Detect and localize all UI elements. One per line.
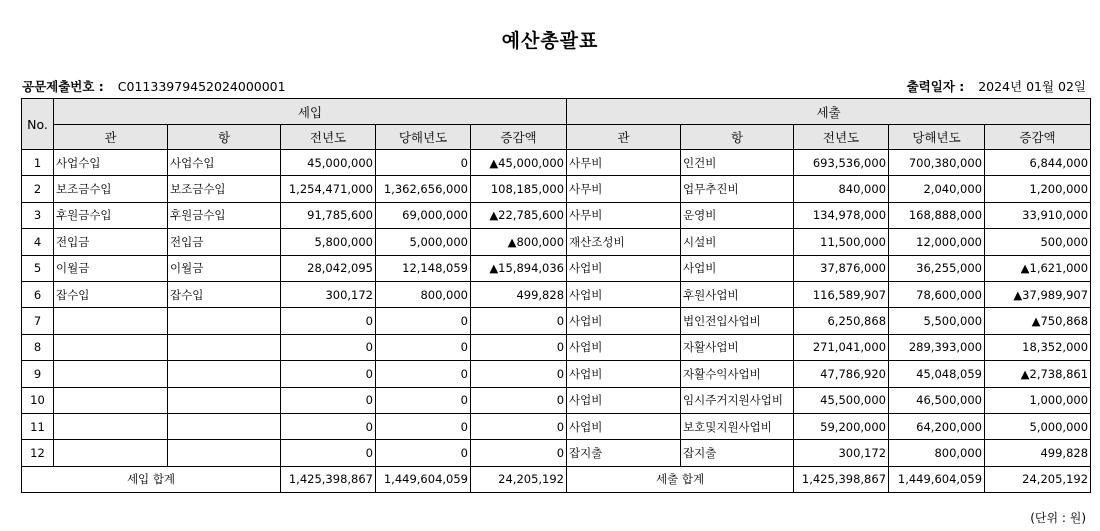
income-curr-year: 0 [376, 440, 471, 466]
page-title: 예산총괄표 [501, 30, 599, 52]
expense-change: 33,910,000 [985, 202, 1091, 228]
expense-hang: 자활수익사업비 [681, 361, 794, 387]
expense-gwan: 사업비 [567, 281, 681, 307]
income-hang [168, 413, 281, 439]
expense-change: ▲2,738,861 [985, 361, 1091, 387]
row-no: 4 [22, 229, 54, 255]
header-no: No. [22, 99, 54, 150]
expense-change: 1,200,000 [985, 176, 1091, 202]
income-gwan [54, 387, 168, 413]
income-change: ▲15,894,036 [471, 255, 567, 281]
expense-change: 1,000,000 [985, 387, 1091, 413]
income-hang: 잡수입 [168, 281, 281, 307]
income-gwan: 보조금수입 [54, 176, 168, 202]
income-curr-year: 69,000,000 [376, 202, 471, 228]
expense-curr-year: 12,000,000 [889, 229, 985, 255]
income-hang: 전입금 [168, 229, 281, 255]
table-row [22, 229, 1091, 255]
expense-curr-year: 700,380,000 [889, 150, 985, 176]
income-gwan: 전입금 [54, 229, 168, 255]
income-change: 108,185,000 [471, 176, 567, 202]
table-row [22, 440, 1091, 466]
expense-gwan: 잡지출 [567, 440, 681, 466]
income-hang [168, 334, 281, 360]
expense-curr-year: 78,600,000 [889, 281, 985, 307]
document-number-label: 공문제출번호 : [22, 79, 104, 94]
expense-change: 499,828 [985, 440, 1091, 466]
income-prev-year: 0 [281, 440, 376, 466]
income-hang [168, 387, 281, 413]
income-change: ▲800,000 [471, 229, 567, 255]
expense-curr-year: 800,000 [889, 440, 985, 466]
income-gwan: 후원금수입 [54, 202, 168, 228]
table-totals [22, 466, 1091, 492]
header-expense: 세출 [567, 99, 1091, 125]
income-curr-year: 0 [376, 413, 471, 439]
income-prev-year: 0 [281, 413, 376, 439]
expense-prev-year: 47,786,920 [794, 361, 889, 387]
income-curr-year: 0 [376, 150, 471, 176]
income-hang: 이월금 [168, 255, 281, 281]
income-curr-year: 0 [376, 334, 471, 360]
print-date-label: 출력일자 : [906, 79, 965, 94]
expense-total-change: 24,205,192 [985, 466, 1091, 492]
table-row [22, 387, 1091, 413]
table-row [22, 202, 1091, 228]
expense-gwan: 사업비 [567, 413, 681, 439]
income-change: 0 [471, 361, 567, 387]
income-hang: 보조금수입 [168, 176, 281, 202]
expense-prev-year: 11,500,000 [794, 229, 889, 255]
table-row [22, 413, 1091, 439]
table-row [22, 255, 1091, 281]
expense-prev-year: 116,589,907 [794, 281, 889, 307]
income-gwan [54, 334, 168, 360]
expense-change: ▲1,621,000 [985, 255, 1091, 281]
row-no: 9 [22, 361, 54, 387]
expense-prev-year: 840,000 [794, 176, 889, 202]
expense-curr-year: 46,500,000 [889, 387, 985, 413]
expense-gwan: 사업비 [567, 387, 681, 413]
table-row [22, 281, 1091, 307]
expense-change: 5,000,000 [985, 413, 1091, 439]
income-gwan: 사업수입 [54, 150, 168, 176]
income-gwan: 잡수입 [54, 281, 168, 307]
header-income-curr-year: 당해년도 [376, 125, 471, 150]
income-hang: 후원금수입 [168, 202, 281, 228]
unit-note: (단위 : 원) [1030, 511, 1086, 525]
income-curr-year: 800,000 [376, 281, 471, 307]
expense-hang: 잡지출 [681, 440, 794, 466]
income-gwan [54, 361, 168, 387]
table-row [22, 361, 1091, 387]
expense-total-prev-year: 1,425,398,867 [794, 466, 889, 492]
income-curr-year: 0 [376, 308, 471, 334]
income-hang [168, 440, 281, 466]
income-prev-year: 91,785,600 [281, 202, 376, 228]
row-no: 8 [22, 334, 54, 360]
expense-hang: 후원사업비 [681, 281, 794, 307]
expense-curr-year: 45,048,059 [889, 361, 985, 387]
income-prev-year: 0 [281, 334, 376, 360]
expense-total-curr-year: 1,449,604,059 [889, 466, 985, 492]
income-change: 0 [471, 334, 567, 360]
row-no: 2 [22, 176, 54, 202]
expense-prev-year: 45,500,000 [794, 387, 889, 413]
header-income-hang: 항 [168, 125, 281, 150]
expense-gwan: 사무비 [567, 150, 681, 176]
expense-prev-year: 59,200,000 [794, 413, 889, 439]
income-change: 0 [471, 440, 567, 466]
income-gwan: 이월금 [54, 255, 168, 281]
expense-gwan: 재산조성비 [567, 229, 681, 255]
header-expense-curr-year: 당해년도 [889, 125, 985, 150]
expense-gwan: 사업비 [567, 255, 681, 281]
expense-change: 18,352,000 [985, 334, 1091, 360]
income-total-label: 세입 합계 [22, 466, 281, 492]
income-curr-year: 0 [376, 361, 471, 387]
income-change: ▲22,785,600 [471, 202, 567, 228]
expense-change: 6,844,000 [985, 150, 1091, 176]
income-curr-year: 1,362,656,000 [376, 176, 471, 202]
expense-curr-year: 5,500,000 [889, 308, 985, 334]
expense-hang: 사업비 [681, 255, 794, 281]
expense-prev-year: 271,041,000 [794, 334, 889, 360]
expense-hang: 인건비 [681, 150, 794, 176]
expense-prev-year: 37,876,000 [794, 255, 889, 281]
income-curr-year: 5,000,000 [376, 229, 471, 255]
header-expense-prev-year: 전년도 [794, 125, 889, 150]
header-income-gwan: 관 [54, 125, 168, 150]
budget-summary-table [21, 98, 1091, 493]
table-row [22, 308, 1091, 334]
income-prev-year: 300,172 [281, 281, 376, 307]
income-change: 0 [471, 413, 567, 439]
income-change: ▲45,000,000 [471, 150, 567, 176]
expense-gwan: 사업비 [567, 308, 681, 334]
expense-gwan: 사무비 [567, 202, 681, 228]
table-body [22, 150, 1091, 467]
table-header [22, 99, 1091, 150]
expense-total-label: 세출 합계 [567, 466, 794, 492]
income-gwan [54, 308, 168, 334]
header-income-prev-year: 전년도 [281, 125, 376, 150]
table-row [22, 176, 1091, 202]
expense-prev-year: 693,536,000 [794, 150, 889, 176]
expense-gwan: 사업비 [567, 334, 681, 360]
income-prev-year: 28,042,095 [281, 255, 376, 281]
income-change: 499,828 [471, 281, 567, 307]
row-no: 1 [22, 150, 54, 176]
income-prev-year: 0 [281, 387, 376, 413]
income-change: 0 [471, 387, 567, 413]
income-prev-year: 1,254,471,000 [281, 176, 376, 202]
expense-prev-year: 300,172 [794, 440, 889, 466]
income-gwan [54, 413, 168, 439]
row-no: 12 [22, 440, 54, 466]
expense-change: ▲750,868 [985, 308, 1091, 334]
row-no: 10 [22, 387, 54, 413]
income-gwan [54, 440, 168, 466]
expense-curr-year: 64,200,000 [889, 413, 985, 439]
table-row [22, 334, 1091, 360]
row-no: 3 [22, 202, 54, 228]
expense-hang: 운영비 [681, 202, 794, 228]
income-hang [168, 308, 281, 334]
income-hang [168, 361, 281, 387]
print-date-value: 2024년 01월 02일 [978, 79, 1086, 94]
income-total-prev-year: 1,425,398,867 [281, 466, 376, 492]
expense-change: 500,000 [985, 229, 1091, 255]
expense-hang: 법인전입사업비 [681, 308, 794, 334]
row-no: 7 [22, 308, 54, 334]
income-total-change: 24,205,192 [471, 466, 567, 492]
print-date [907, 77, 1086, 95]
expense-curr-year: 2,040,000 [889, 176, 985, 202]
header-income-change: 증감액 [471, 125, 567, 150]
header-expense-change: 증감액 [985, 125, 1091, 150]
expense-curr-year: 168,888,000 [889, 202, 985, 228]
header-income: 세입 [54, 99, 567, 125]
income-curr-year: 0 [376, 387, 471, 413]
row-no: 5 [22, 255, 54, 281]
expense-gwan: 사업비 [567, 361, 681, 387]
income-curr-year: 12,148,059 [376, 255, 471, 281]
expense-gwan: 사무비 [567, 176, 681, 202]
row-no: 6 [22, 281, 54, 307]
document-number [22, 77, 286, 95]
expense-hang: 임시주거지원사업비 [681, 387, 794, 413]
expense-hang: 시설비 [681, 229, 794, 255]
totals-row [22, 466, 1091, 492]
income-prev-year: 5,800,000 [281, 229, 376, 255]
expense-curr-year: 289,393,000 [889, 334, 985, 360]
income-prev-year: 0 [281, 361, 376, 387]
row-no: 11 [22, 413, 54, 439]
expense-curr-year: 36,255,000 [889, 255, 985, 281]
header-expense-hang: 항 [681, 125, 794, 150]
expense-hang: 자활사업비 [681, 334, 794, 360]
expense-change: ▲37,989,907 [985, 281, 1091, 307]
header-expense-gwan: 관 [567, 125, 681, 150]
income-change: 0 [471, 308, 567, 334]
document-number-value: C01133979452024000001 [117, 79, 286, 94]
income-prev-year: 0 [281, 308, 376, 334]
expense-hang: 보호및지원사업비 [681, 413, 794, 439]
expense-prev-year: 134,978,000 [794, 202, 889, 228]
table-row [22, 150, 1091, 176]
expense-prev-year: 6,250,868 [794, 308, 889, 334]
income-prev-year: 45,000,000 [281, 150, 376, 176]
income-total-curr-year: 1,449,604,059 [376, 466, 471, 492]
expense-hang: 업무추진비 [681, 176, 794, 202]
income-hang: 사업수입 [168, 150, 281, 176]
